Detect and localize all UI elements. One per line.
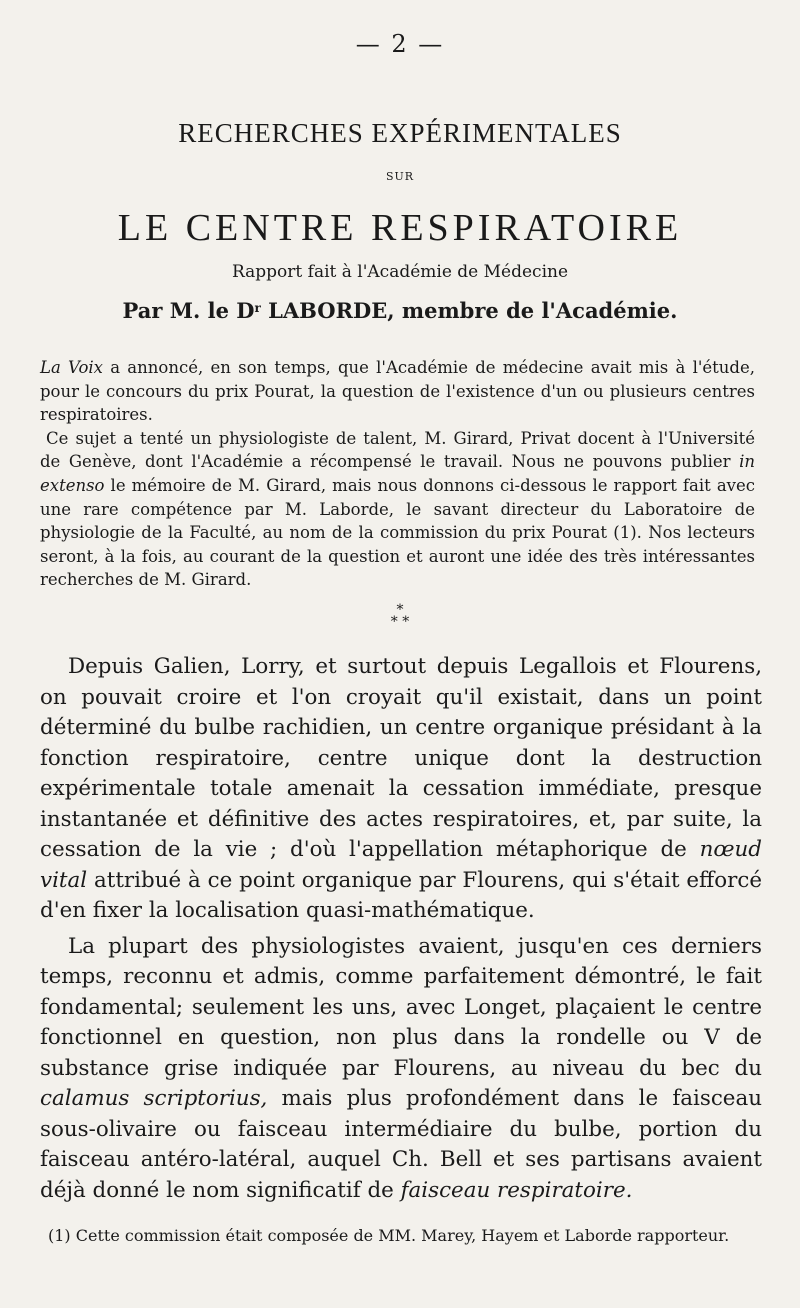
asterism-bottom: * *	[390, 614, 410, 630]
body-paragraph-1	[40, 652, 762, 927]
body-p1-italic: nœud vital	[40, 837, 762, 893]
intro-p2-text-b: le mémoire de M. Girard, mais nous donnons ci-dessous le rapport fait avec une rare compétence par M. Laborde, le savant directeur du Laboratoire de physiologie de la Faculté, au nom de la commission du prix Pourat (1). Nos lecteurs seront, à la fois, au courant de la question et auront une idée des très intéressantes recherches de M. Girard.	[40, 475, 755, 590]
page-number: — 2 —	[355, 30, 445, 58]
body-p1-text-b: attribué à ce point organique par Flourens, qui s'était efforcé d'en fixer la localisation quasi-mathématique.	[40, 867, 762, 923]
intro-paragraph-2	[40, 427, 755, 592]
author-sup: r	[254, 301, 261, 315]
body-text	[40, 652, 762, 1206]
asterism-top: *	[396, 602, 404, 618]
intro-block	[40, 356, 755, 592]
author-line	[0, 298, 800, 323]
footnote	[48, 1224, 760, 1247]
body-p1-text-a: Depuis Galien, Lorry, et surtout depuis Legallois et Flourens, on pouvait croire et l'on croyait qu'il existait, dans un point déterminé du bulbe rachidien, un centre organique présidant à la fonction respiratoire, centre unique dont la destruction expérimentale totale amenait la cessation immédiate, presque instantanée et définitive des actes respiratoires, et, par suite, la cessation de la vie ; d'où l'appellation métaphorique de	[40, 654, 762, 862]
report-subtitle: Rapport fait à l'Académie de Médecine	[231, 262, 569, 282]
intro-p1-text: a annoncé, en son temps, que l'Académie de médecine avait mis à l'étude, pour le concours du prix Pourat, la question de l'existence d'un ou plusieurs centres respiratoires.	[40, 358, 755, 425]
body-p2-text-b: mais plus profondément dans le faisceau sous-olivaire ou faisceau intermédiaire du bulbe, portion du faisceau antéro-latéral, auquel Ch. Bell et ses partisans avaient déjà donné le nom significatif de	[40, 1086, 762, 1203]
title-line-1: RECHERCHES EXPÉRIMENTALES	[178, 118, 622, 148]
asterism	[0, 604, 800, 628]
author-prefix: Par M. le D	[122, 298, 255, 323]
author-suffix: LABORDE, membre de l'Académie.	[260, 298, 678, 323]
body-p2-text-a: La plupart des physiologistes avaient, jusqu'en ces derniers temps, reconnu et admis, comme parfaitement démontré, le fait fondamental; seulement les uns, avec Longet, plaçaient le centre fonctionnel en question, non plus dans la rondelle ou V de substance grise indiquée par Flourens, au niveau du bec du	[40, 933, 762, 1081]
intro-p2-text-a: Ce sujet a tenté un physiologiste de talent, M. Girard, Privat docent à l'Université de Genève, dont l'Académie a récompensé le travail. Nous ne pouvons publier	[40, 428, 755, 472]
title-connector: SUR	[385, 170, 415, 183]
body-paragraph-2	[40, 932, 762, 1207]
intro-paragraph-1	[40, 356, 755, 427]
intro-p2-italic: in extenso	[40, 452, 755, 495]
main-title: LE CENTRE RESPIRATOIRE	[117, 207, 683, 249]
publication-name: La Voix	[40, 358, 103, 377]
footnote-text: (1) Cette commission était composée de MM. Marey, Hayem et Laborde rapporteur.	[48, 1226, 730, 1245]
body-p2-italic-2: faisceau respiratoire.	[400, 1177, 633, 1203]
body-p2-italic: calamus scriptorius,	[40, 1086, 268, 1111]
